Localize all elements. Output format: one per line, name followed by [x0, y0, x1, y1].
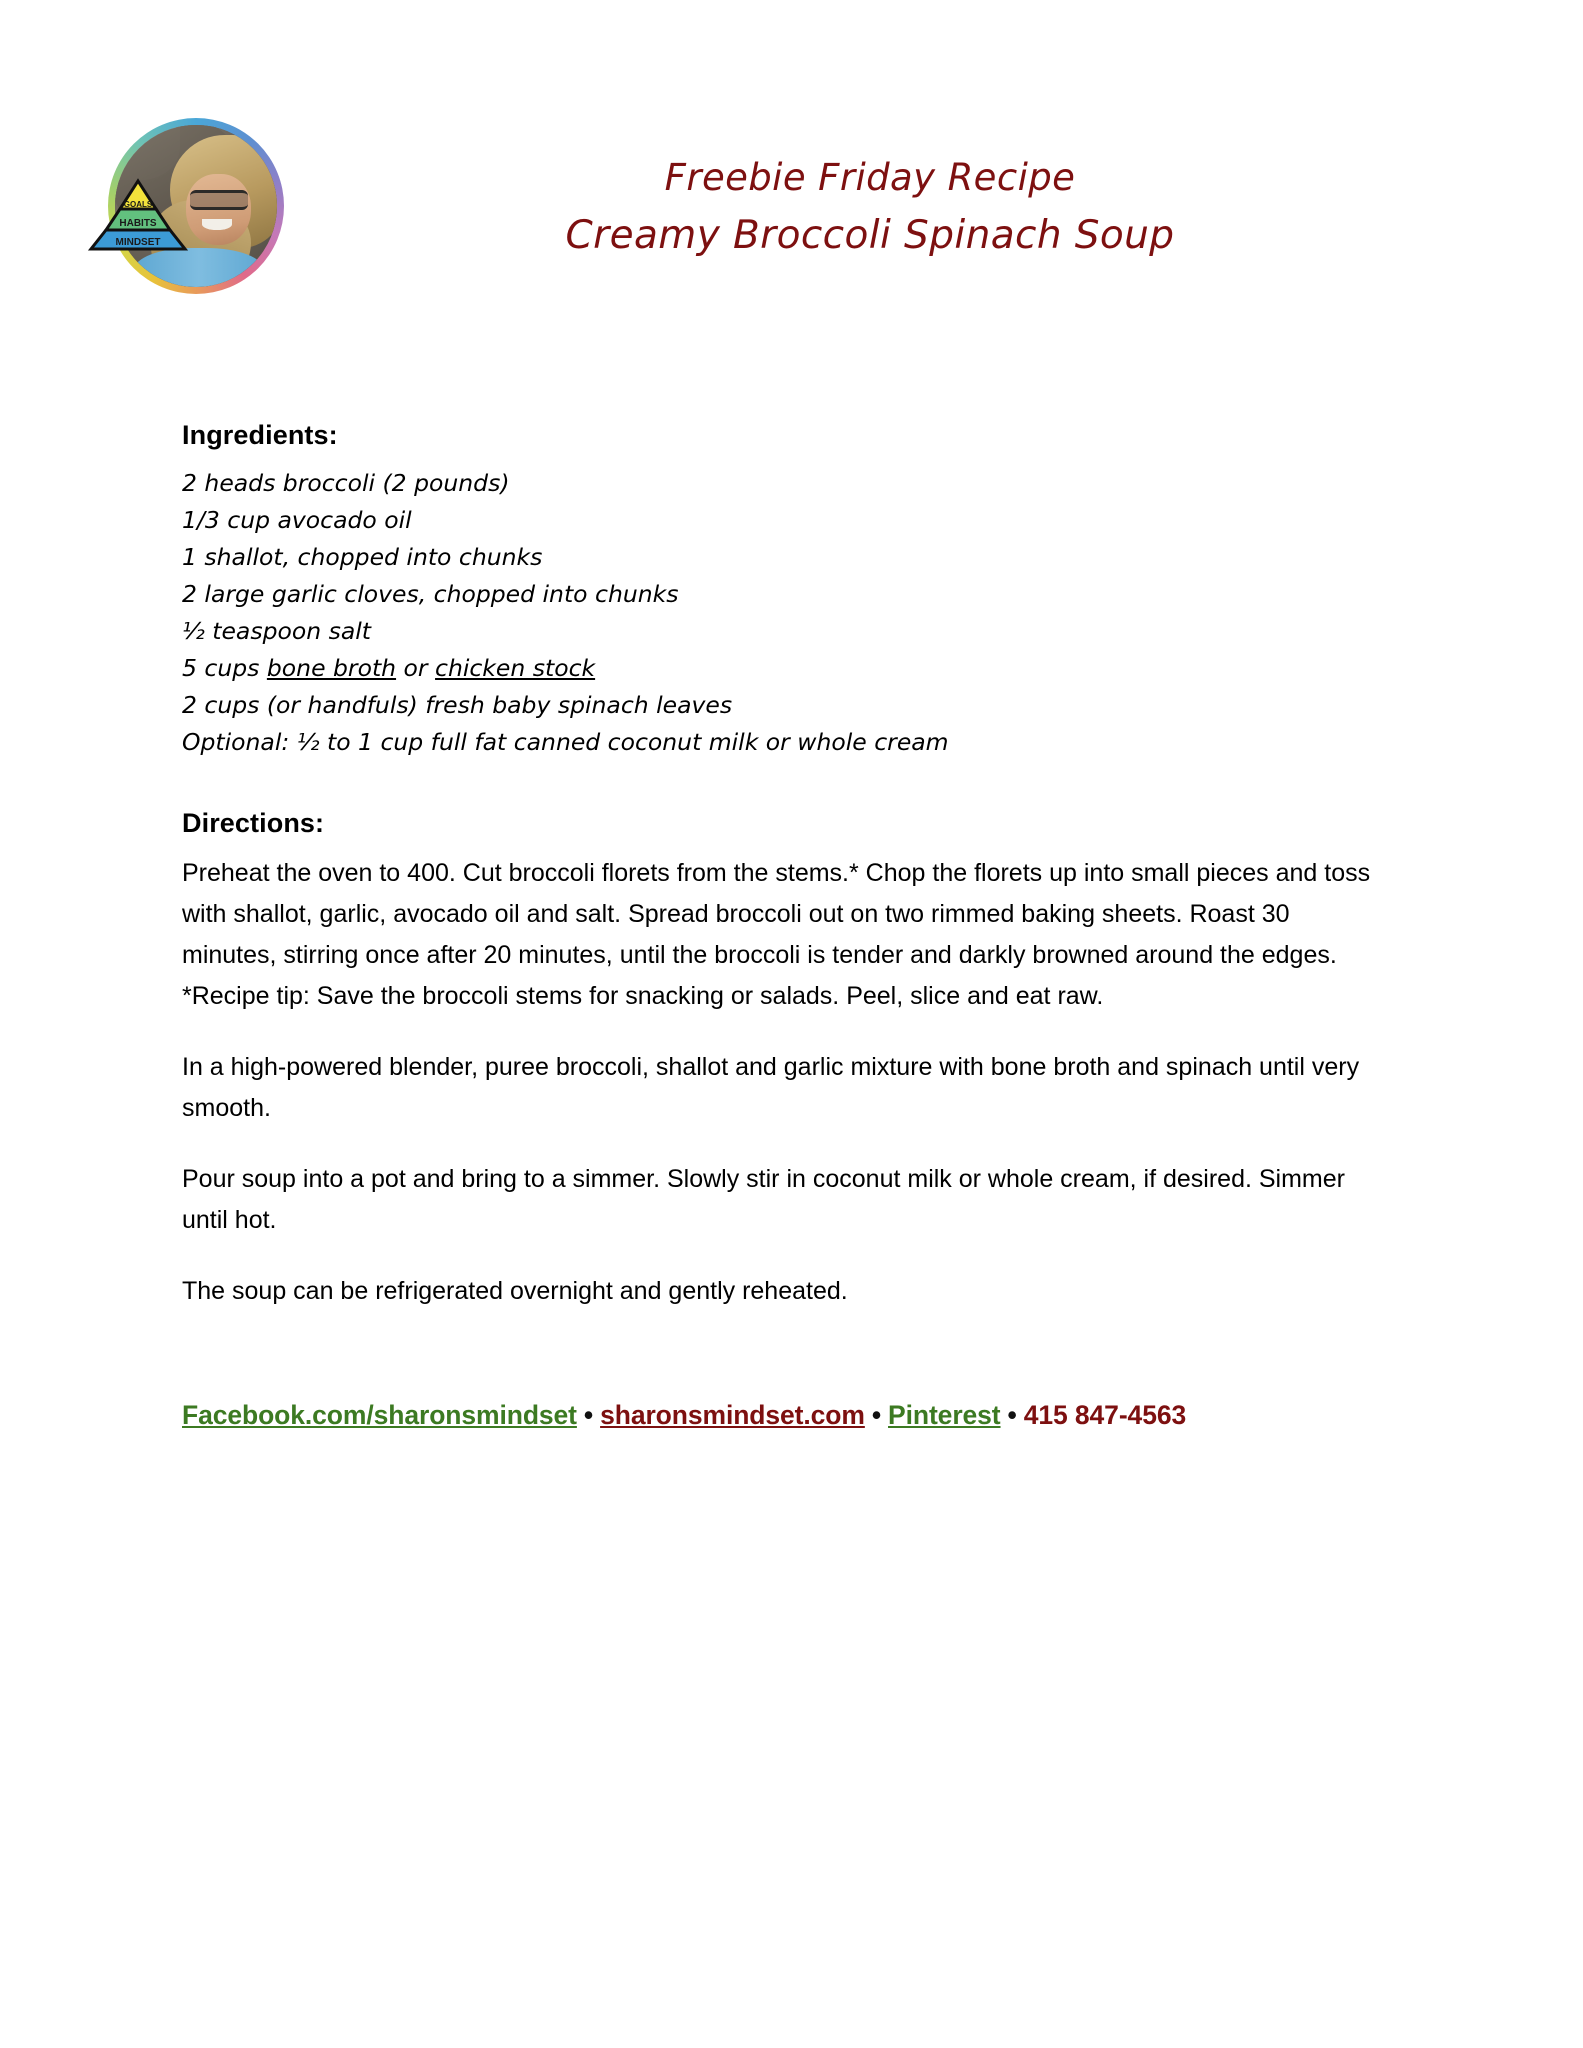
- list-item: 1/3 cup avocado oil: [182, 506, 412, 534]
- list-item: 2 large garlic cloves, chopped into chunks: [182, 580, 679, 608]
- website-link[interactable]: sharonsmindset.com: [600, 1400, 865, 1430]
- brand-logo: [108, 118, 284, 294]
- page-header: [0, 0, 1583, 310]
- list-item: ½ teaspoon salt: [182, 617, 371, 645]
- ingredients-list: [182, 465, 1412, 761]
- pyramid-label-habits: HABITS: [119, 218, 157, 229]
- title-line-1: Freebie Friday Recipe: [664, 156, 1076, 199]
- bone-broth-link[interactable]: bone broth: [266, 654, 397, 682]
- pyramid-logo-icon: [86, 178, 190, 252]
- directions-block-3: [182, 1159, 1412, 1241]
- contact-footer: [182, 1400, 1186, 1431]
- title-line-2: Creamy Broccoli Spinach Soup: [565, 213, 1175, 259]
- spacer: [182, 761, 1412, 808]
- facebook-link[interactable]: Facebook.com/sharonsmindset: [182, 1400, 577, 1430]
- directions-block-2: [182, 1047, 1412, 1129]
- recipe-content: [182, 420, 1412, 1312]
- pyramid-label-mindset: MINDSET: [115, 237, 161, 248]
- directions-heading: Directions:: [182, 808, 325, 838]
- direction-paragraph: Pour soup into a pot and bring to a simmer. Slowly stir in coconut milk or whole cream, if desired. Simmer until hot.: [182, 1165, 1345, 1234]
- direction-paragraph: The soup can be refrigerated overnight and gently reheated.: [182, 1277, 848, 1305]
- directions-block-4: [182, 1271, 1412, 1312]
- list-item: 2 cups (or handfuls) fresh baby spinach leaves: [182, 691, 733, 719]
- direction-paragraph: In a high-powered blender, puree broccoli, shallot and garlic mixture with bone broth and spinach until very smooth.: [182, 1053, 1360, 1122]
- directions-list: [182, 853, 1412, 1312]
- footer-separator: •: [871, 1400, 882, 1430]
- list-item: 2 heads broccoli (2 pounds): [182, 469, 510, 497]
- photo-shirt: [134, 248, 264, 287]
- ingredient-prefix: 5 cups: [182, 654, 267, 682]
- glasses-icon: [190, 190, 248, 211]
- list-item: 1 shallot, chopped into chunks: [182, 543, 543, 571]
- footer-separator: •: [1007, 1400, 1017, 1430]
- recipe-tip: *Recipe tip: Save the broccoli stems for snacking or salads. Peel, slice and eat raw.: [182, 982, 1104, 1010]
- ingredients-heading: Ingredients:: [182, 420, 338, 450]
- pinterest-link[interactable]: Pinterest: [888, 1400, 1001, 1430]
- list-item: Optional: ½ to 1 cup full fat canned coconut milk or whole cream: [182, 728, 949, 756]
- phone-number: 415 847-4563: [1023, 1400, 1187, 1430]
- list-item-with-links: [182, 650, 1412, 687]
- chicken-stock-link[interactable]: chicken stock: [435, 654, 596, 682]
- pyramid-label-goals: GOALS: [123, 200, 153, 209]
- page-title: [320, 150, 1420, 266]
- ingredient-middle: or: [396, 654, 436, 682]
- footer-separator: •: [583, 1400, 594, 1430]
- directions-block-1: [182, 853, 1412, 1017]
- direction-paragraph: Preheat the oven to 400. Cut broccoli florets from the stems.* Chop the florets up into small pieces and toss with shallot, garlic, avocado oil and salt. Spread broccoli out on two rimmed baking sheets. Roast 30 minutes, stirring once after 20 minutes, until the broccoli is tender and darkly browned around the edges.: [182, 859, 1371, 969]
